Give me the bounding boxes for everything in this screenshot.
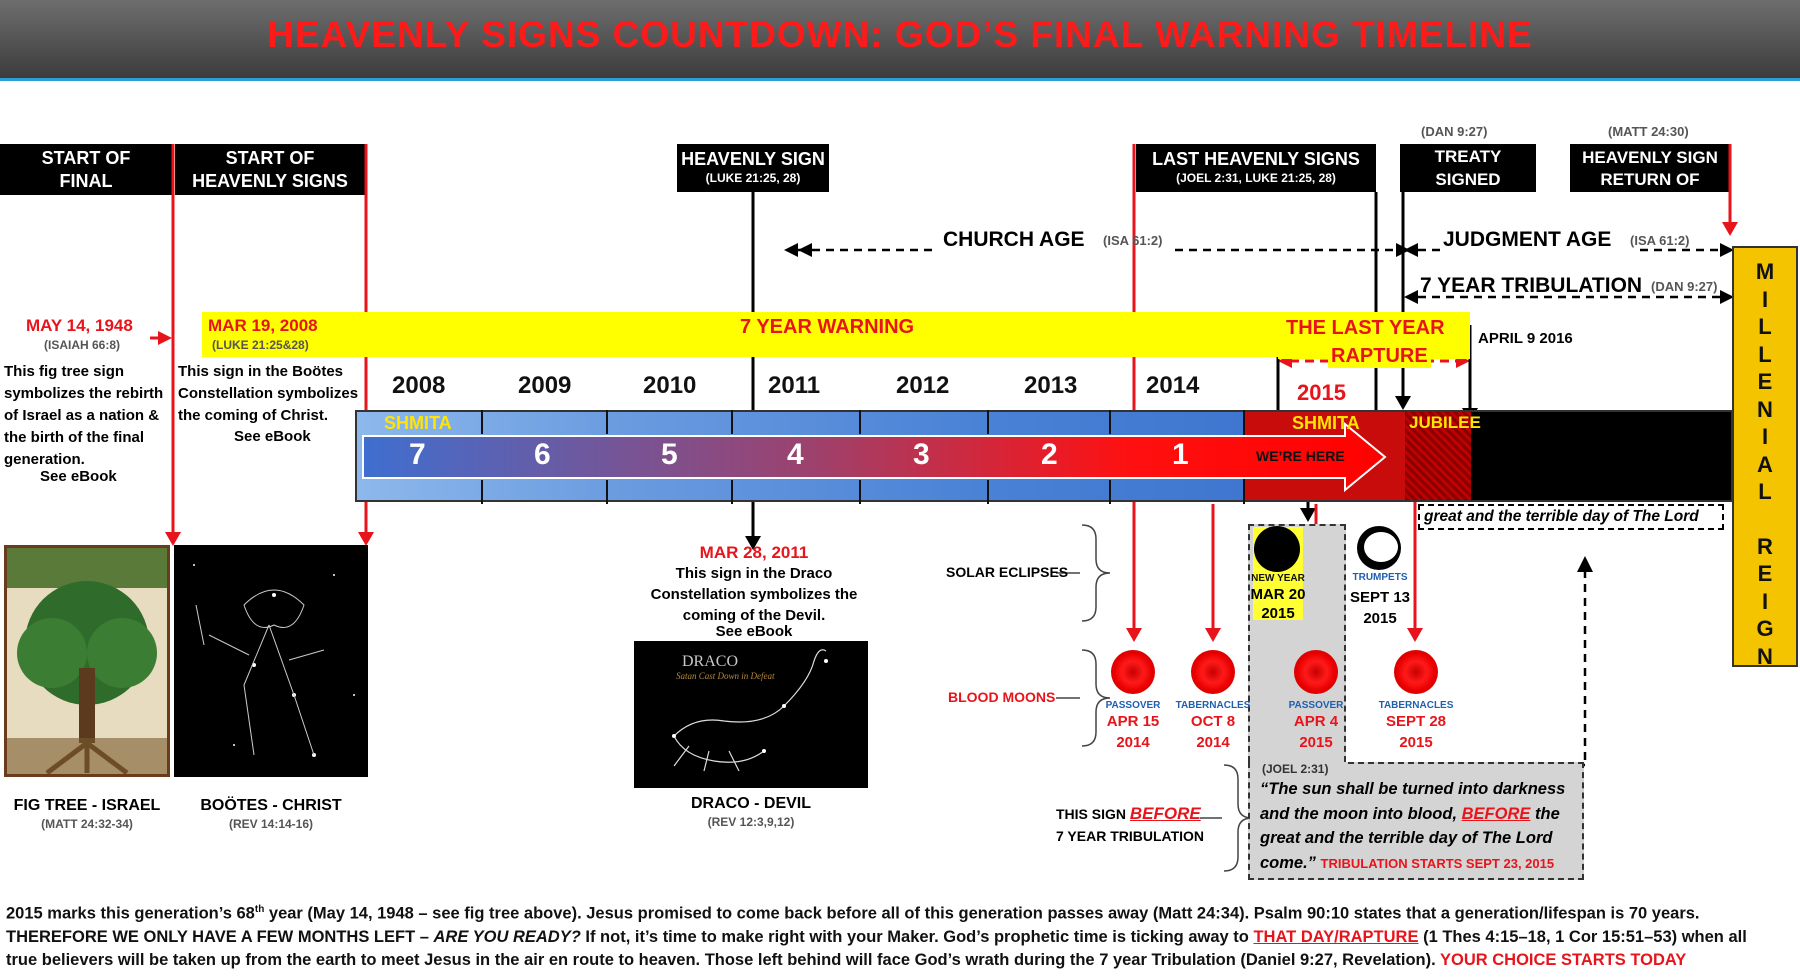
terrible-day-text: great and the terrible day of The Lord [1424, 508, 1699, 525]
trumpets-label: TRUMPETS [1352, 572, 1408, 583]
draco-image-title: DRACO [682, 653, 739, 670]
countdown-number: 1 [1172, 438, 1189, 471]
bootes-constellation-icon [174, 545, 368, 777]
footer-p3: true believers will be taken up from the earth to meet Jesus in the air en route to heaven. Those left behind will face God’s wrath during the 7 year Tribulation (Daniel 9:27, Revelation). [6, 950, 1440, 969]
joel-quote-part1: “The sun shall be turned into darkness and the moon into blood, [1260, 780, 1566, 823]
joel-quote [1260, 777, 1580, 876]
millenial-letter: A [1757, 451, 1773, 477]
millenial-letter: M [1755, 259, 1775, 284]
sept13-date: SEPT 13 [1349, 589, 1411, 606]
shmita-right-label: SHMITA [1292, 413, 1360, 433]
draco-image-subtitle: Satan Cast Down in Defeat [676, 671, 775, 681]
millenial-letter: L [1758, 479, 1772, 504]
header-treaty-label: TREATY SIGNED /ANTICHRIST [1414, 147, 1522, 212]
blood-moon-year: 2015 [1299, 734, 1333, 751]
draco-constellation-icon [634, 641, 868, 788]
this-sign-line2: 7 YEAR TRIBULATION [1056, 828, 1205, 844]
countdown-number: 3 [913, 438, 930, 471]
sept13-year: 2015 [1363, 610, 1397, 627]
blood-moon-year: 2014 [1196, 734, 1230, 751]
millenial-letter: E [1757, 369, 1773, 394]
mar20-year: 2015 [1261, 605, 1295, 622]
ref-luke: (LUKE 21:25&28) [212, 338, 309, 352]
rapture-label: RAPTURE [1328, 345, 1431, 368]
draco-caption-ref: (REV 12:3,9,12) [707, 815, 795, 829]
return-ref: (MATT 24:30) [1608, 124, 1689, 139]
millenial-letter: R [1757, 533, 1773, 559]
date-1948: MAY 14, 1948 [26, 316, 133, 335]
footer-p2: THEREFORE WE ONLY HAVE A FEW MONTHS LEFT – [6, 927, 434, 946]
footer-text [6, 898, 1796, 972]
bootes-caption-ref: (REV 14:14-16) [228, 817, 314, 831]
blood-moons-label: BLOOD MOONS [948, 689, 1056, 705]
millenial-letter: E [1757, 561, 1773, 586]
date-2011: MAR 28, 2011 [699, 543, 809, 562]
fig-tree-text: This fig tree sign symbolizes the rebirth of Israel as a nation & the birth of the final generation. [4, 363, 164, 468]
millenial-letter: I [1761, 424, 1769, 449]
blood-moon-year: 2014 [1116, 734, 1150, 751]
fig-tree-ebook: See eBook [40, 468, 117, 485]
millenial-spacer [1732, 506, 1798, 533]
draco-caption: DRACO - DEVIL [691, 795, 811, 812]
tribulation-label: 7 YEAR TRIBULATION [1420, 274, 1643, 297]
bootes-image [174, 545, 368, 777]
judgment-age-ref: (ISA 61:2) [1630, 233, 1690, 248]
fig-tree-icon [7, 548, 167, 774]
treaty-ref: (DAN 9:27) [1421, 124, 1488, 139]
judgment-age-label: JUDGMENT AGE [1443, 228, 1612, 251]
tribulation-starts: TRIBULATION STARTS SEPT 23, 2015 [1320, 855, 1555, 871]
joel-quote-part2: the great and the terrible day of The Lord come.” [1260, 804, 1560, 872]
header-start-countdown-label: START OF HEAVENLY SIGNS COUNTDOWN [192, 148, 348, 214]
year-label: 2011 [768, 372, 821, 399]
ref-isaiah: (ISAIAH 66:8) [44, 338, 121, 352]
footer-p1: 2015 marks this generation’s 68 [6, 904, 255, 923]
bootes-ebook: See eBook [234, 428, 311, 445]
warning-label: 7 YEAR WARNING [740, 316, 915, 338]
header-heavenly-sign-label: HEAVENLY SIGN [681, 149, 825, 169]
header-start-final-generation-label: START OF FINAL GENERATION [26, 148, 146, 214]
date-2008: MAR 19, 2008 [208, 316, 318, 335]
solar-eclipse-icon [1254, 526, 1300, 572]
blood-moon-icon [1191, 650, 1235, 694]
year-label: 2010 [643, 372, 697, 399]
fig-tree-image [4, 545, 170, 777]
header-last-signs-label: LAST HEAVENLY SIGNS [1152, 149, 1360, 169]
header-return-label: HEAVENLY SIGN RETURN OF CHRIST [1582, 148, 1718, 211]
footer-p2c: (1 Thes 4:15–18, 1 Cor 15:51–53) when all [1418, 927, 1747, 946]
solar-eclipse-partial-icon [1357, 526, 1401, 570]
footer-line-2 [6, 926, 1796, 949]
joel-before: BEFORE [1461, 804, 1531, 823]
last-year-label: THE LAST YEAR [1286, 317, 1445, 339]
blood-moon-feast: PASSOVER [1105, 700, 1161, 711]
header-heavenly-sign-ref: (LUKE 21:25, 28) [705, 171, 801, 185]
year-2015: 2015 [1297, 380, 1346, 405]
footer-p1b: year (May 14, 1948 – see fig tree above). Jesus promised to come back before all of this generation passes away (Matt 24:34). Psalm 90:10 states that a generation/lifespan is 70 years. [264, 904, 1700, 923]
blood-moon-date: APR 4 [1293, 713, 1339, 730]
new-year-label: NEW YEAR [1251, 573, 1305, 584]
terrible-day-box [1418, 504, 1724, 530]
blood-moon-date: SEPT 28 [1385, 713, 1447, 730]
joel-ref: (JOEL 2:31) [1262, 762, 1329, 776]
blood-moon-feast: PASSOVER [1288, 700, 1344, 711]
jubilee-label: JUBILEE [1409, 413, 1481, 432]
bootes-caption: BOÖTES - CHRIST [200, 797, 342, 814]
millenial-letter: L [1758, 314, 1772, 339]
countdown-number: 6 [534, 438, 551, 471]
countdown-number: 7 [409, 438, 426, 471]
blood-moon-icon [1111, 650, 1155, 694]
header-last-signs-ref: (JOEL 2:31, LUKE 21:25, 28) [1176, 171, 1336, 185]
millenial-letter: I [1761, 286, 1769, 312]
footer-rapture-link[interactable]: THAT DAY/RAPTURE [1253, 927, 1419, 946]
this-sign-before-word: BEFORE [1129, 804, 1201, 823]
mar20-date: MAR 20 [1250, 586, 1306, 603]
blood-moon-year: 2015 [1399, 734, 1433, 751]
year-label: 2012 [896, 372, 950, 399]
this-sign-before [1056, 804, 1201, 824]
blood-moon-icon [1394, 650, 1438, 694]
draco-image [634, 641, 868, 788]
year-label: 2009 [518, 372, 572, 399]
blood-moon-date: OCT 8 [1190, 713, 1236, 730]
fig-tree-caption: FIG TREE - ISRAEL [13, 797, 161, 814]
blood-moon-icon [1294, 650, 1338, 694]
blood-moon-date: APR 15 [1106, 713, 1160, 730]
solar-eclipses-label: SOLAR ECLIPSES [946, 564, 1069, 580]
shmita-left-label: SHMITA [384, 413, 452, 433]
year-label: 2014 [1146, 372, 1200, 399]
millenial-letter: G [1756, 616, 1774, 641]
church-age-label: CHURCH AGE [943, 228, 1085, 251]
tribulation-ref: (DAN 9:27) [1651, 279, 1718, 294]
footer-sup: th [254, 904, 265, 915]
millenial-letter: I [1761, 588, 1769, 614]
millenial-letter: N [1757, 396, 1773, 422]
footer-line-3 [6, 949, 1796, 972]
this-sign-prefix: THIS SIGN [1056, 806, 1130, 822]
countdown-number: 5 [661, 438, 678, 471]
footer-choice: YOUR CHOICE STARTS TODAY [1440, 950, 1687, 969]
blood-moon-feast: TABERNACLES [1175, 700, 1251, 711]
millenial-reign-letters [1732, 258, 1798, 670]
footer-p2b: If not, it’s time to make right with your Maker. God’s prophetic time is ticking away to [580, 927, 1254, 946]
year-label: 2008 [392, 372, 446, 399]
millenial-letter: N [1757, 643, 1773, 669]
april-2016: APRIL 9 2016 [1478, 330, 1573, 347]
fig-tree-caption-ref: (MATT 24:32-34) [41, 817, 133, 831]
countdown-number: 2 [1041, 438, 1058, 471]
page-title: HEAVENLY SIGNS COUNTDOWN: GOD’S FINAL WARNING TIMELINE [267, 14, 1533, 55]
draco-ebook: See eBook [715, 623, 793, 640]
blood-moon-feast: TABERNACLES [1378, 700, 1454, 711]
were-here-label: WE’RE HERE [1256, 448, 1345, 464]
footer-ready: ARE YOU READY? [433, 927, 581, 946]
bootes-text: This sign in the Boötes Constellation symbolizes the coming of Christ. [178, 363, 359, 424]
footer-line-1 [6, 898, 1796, 926]
year-label: 2013 [1024, 372, 1078, 399]
church-age-ref: (ISA 61:2) [1103, 233, 1163, 248]
millenial-letter: L [1758, 341, 1772, 367]
draco-text: This sign in the Draco Constellation symbolizes the coming of the Devil. [650, 565, 858, 624]
countdown-number: 4 [787, 438, 804, 471]
